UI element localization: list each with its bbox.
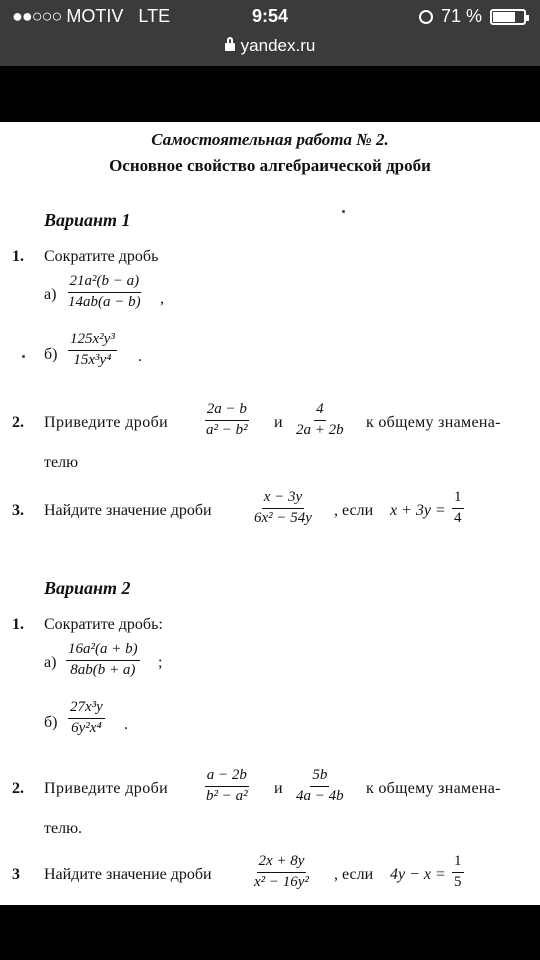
browser-bottom-bar	[0, 905, 540, 960]
scan-speck	[342, 210, 345, 213]
v2-q1a-label: а)	[44, 654, 57, 671]
v1-q2-fraction-1: $\frac{2a - b}{\text{a² − b²}}$	[206, 401, 248, 438]
v2-q2-number: 2.	[12, 780, 24, 797]
signal-icon: ●●○○○	[12, 6, 62, 26]
scan-speck	[22, 355, 25, 358]
network-type: LTE	[138, 6, 171, 26]
v2-q3-text: Найдите значение дроби	[44, 866, 212, 883]
v2-q3-fraction: $\frac{2x + 8y}{\text{x² − 16y²}}$	[254, 853, 309, 890]
v1-q2-number: 2.	[12, 414, 24, 431]
carrier-name: MOTIV	[66, 6, 124, 26]
v2-q1b-label: б)	[44, 714, 58, 731]
v1-q3-value: $\frac{1}{4}$	[454, 489, 462, 526]
battery-icon	[490, 9, 526, 25]
v1-q1a-label: а)	[44, 286, 57, 303]
page-subtitle: Основное свойство алгебраической дроби	[109, 156, 431, 175]
v1-q2-fraction-2: $\frac{4}{2a + 2b}$	[296, 401, 344, 438]
v2-q3-number: 3	[12, 866, 20, 883]
v2-q1-text: Сократите дробь:	[44, 616, 163, 633]
v2-q1b-fraction: $\frac{\text{27x³y}}{\text{6y²x⁴}}$	[70, 699, 103, 736]
v1-q1a-fraction: $\frac{\text{21a²(b − a)}}{14ab(a - b)}$	[68, 273, 141, 310]
v2-q2-fraction-1: $\frac{a - 2b}{\text{b² − a²}}$	[206, 767, 248, 804]
v2-q1-number: 1.	[12, 616, 24, 633]
v1-q1b-label: б)	[44, 346, 58, 363]
v1-q3-number: 3.	[12, 502, 24, 519]
url-text: yandex.ru	[240, 36, 316, 55]
rotation-lock-icon	[419, 10, 433, 24]
clock: 9:54	[251, 6, 289, 26]
page-title: Самостоятельная работа № 2.	[151, 130, 389, 149]
v1-q1-text: Сократите дробь	[44, 248, 159, 265]
variant-2-heading: Вариант 2	[44, 578, 131, 598]
v1-q1-number: 1.	[12, 248, 24, 265]
v2-q3-value: $\frac{1}{5}$	[454, 853, 462, 890]
v1-q3-text: Найдите значение дроби	[44, 502, 212, 519]
worksheet-image: Самостоятельная работа № 2. Основное свойство алгебраической дроби Вариант 1 1. Сократите дробь а) $\frac{\text{21a²(b − a)}}{14ab(a - b)}$ , б) $\frac{\text{125x²y³}}{\text{15x³y⁴}}$ . 2. Приведите дроби $\frac{2a - b}{\text{a² − b²}}$ и $\frac{4}{2a + 2b}$ к общему знамена- телю 3. Найдите значение дроби $\frac{x - 3y}{\text{6x² − 54y}}$ , если x + 3y = $\frac{1}{4}$ Вариант 2 1. Сократите дробь: а) $\frac{\text{16a²(a + b)}}{8ab(b + a)}$ ; б) $\frac{\text{27x³y}}{\text{6y²x⁴}}$ . 2. Приведите дроби $\frac{a - 2b}{\text{b² − a²}}$ и $\frac{5b}{4a - 4b}$ к общему знамена- телю. 3 Найдите значение дроби $\frac{2x + 8y}{\text{x² − 16y²}}$ , если 4y − x = $\frac{1}{5}$	[0, 122, 540, 905]
battery-percent: 71 %	[440, 6, 482, 26]
v1-q1b-fraction: $\frac{\text{125x²y³}}{\text{15x³y⁴}}$	[70, 331, 115, 368]
variant-1-heading: Вариант 1	[44, 210, 131, 230]
v1-q2-text: Приведите дроби	[44, 414, 169, 431]
v2-q2-text: Приведите дроби	[44, 780, 169, 797]
v2-q1a-fraction: $\frac{\text{16a²(a + b)}}{8ab(b + a)}$	[68, 641, 138, 678]
lock-icon	[225, 43, 235, 51]
v2-q2-fraction-2: $\frac{5b}{4a - 4b}$	[296, 767, 344, 804]
status-bar	[0, 0, 540, 66]
v1-q3-fraction: $\frac{x - 3y}{\text{6x² − 54y}}$	[254, 489, 312, 526]
address-bar[interactable]	[0, 36, 540, 56]
